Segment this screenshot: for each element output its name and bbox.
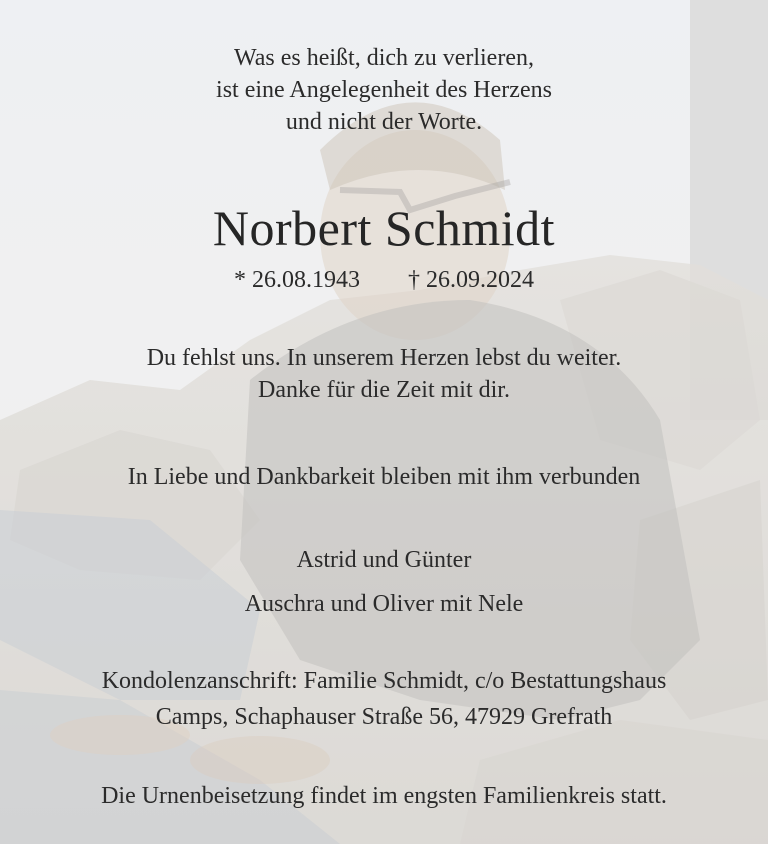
mourners-list [0,538,768,626]
mourner: Auschra und Oliver mit Nele [244,591,524,617]
motto-line: und nicht der Worte. [285,109,483,135]
motto [0,42,768,138]
deceased-name: Norbert Schmidt [212,200,556,256]
message-line: Danke für die Zeit mit dir. [258,377,510,403]
burial-note: Die Urnenbeisetzung findet im engsten Familienkreis statt. [101,783,667,809]
message-line: Du fehlst uns. In unserem Herzen lebst du weiter. [146,345,622,371]
address-line: Kondolenzanschrift: Familie Schmidt, c/o Bestattungshaus [101,668,667,694]
mourner: Astrid und Günter [296,547,472,573]
motto-line: ist eine Angelegenheit des Herzens [216,77,552,103]
birth-date: * 26.08.1943 [234,267,360,293]
death-date: † 26.09.2024 [408,267,534,293]
closing-line: In Liebe und Dankbarkeit bleiben mit ihm verbunden [127,464,641,490]
farewell-message [0,342,768,406]
life-dates [0,264,768,296]
motto-line: Was es heißt, dich zu verlieren, [234,45,534,71]
condolence-address [0,663,768,735]
address-line: Camps, Schaphauser Straße 56, 47929 Grefrath [155,704,613,730]
